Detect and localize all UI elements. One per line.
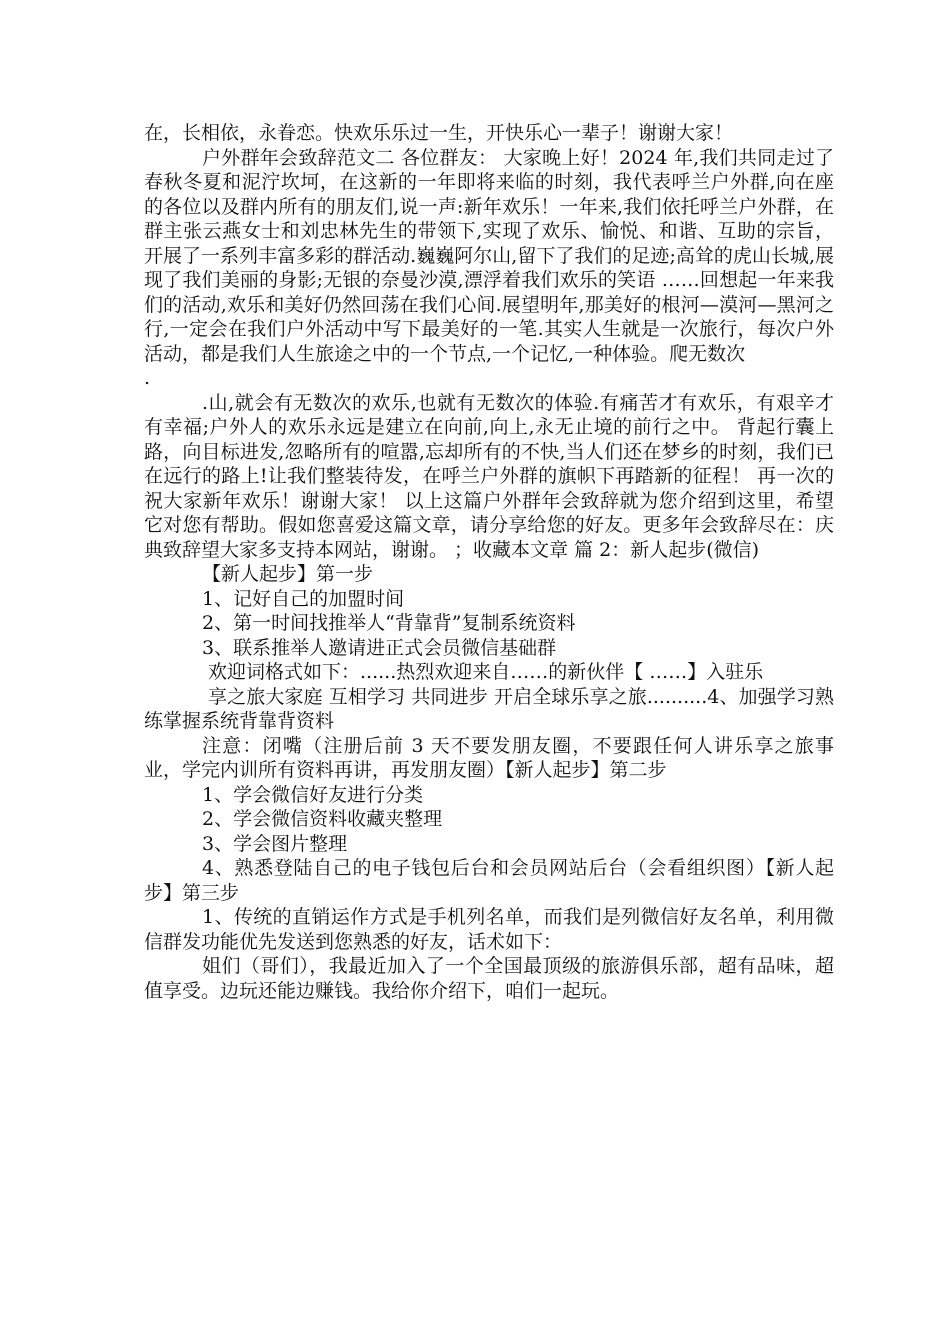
paragraph-script: 姐们（哥们），我最近加入了一个全国最顶级的旅游俱乐部，超有品味，超值享受。边玩还能边赚钱。我给你介绍下，咱们一起玩。	[144, 955, 834, 1002]
list-item: 1、记好自己的加盟时间	[202, 587, 405, 610]
list-item: 3、联系推举人邀请进正式会员微信基础群	[202, 636, 557, 659]
section-heading-step-one: 【新人起步】第一步	[202, 563, 374, 585]
paragraph-speech-two: 户外群年会致辞范文二 各位群友： 大家晚上好！2024 年,我们共同走过了春秋冬夏和泥泞坎坷，在这新的一年即将来临的时刻，我代表呼兰户外群,向在座的各位以及群内所有的朋友们,说一声:新年欢乐！一年来,我们依托呼兰户外群，在群主张云燕女士和刘忠林先生的带领下,实现了欢乐、愉悦、和谐、互助的宗旨，开展了一系列丰富多彩的群活动.巍巍阿尔山,留下了我们的足迹;高耸的虎山长城,展现了我们美丽的身影;无银的奈曼沙漠,漂浮着我们欢乐的笑语 ……回想起一年来我们的活动,欢乐和美好仍然回荡在我们心间.展望明年,那美好的根河—漠河—黑河之行,一定会在我们户外活动中写下最美好的一笔.其实人生就是一次旅行，每次户外活动，都是我们人生旅途之中的一个节点,一个记忆,一种体验。爬无数次	[144, 146, 834, 365]
list-item: 1、学会微信好友进行分类	[202, 783, 424, 806]
paragraph-speech-continued: .山,就会有无数次的欢乐,也就有无数次的体验.有痛苦才有欢乐，有艰辛才有幸福;户外人的欢乐永远是建立在向前,向上,永无止境的前行之中。 背起行囊上路，向目标进发,忽略所有的喧嚣,忘却所有的不快,当人们还在梦乡的时刻，我们已在远行的路上!让我们整装待发，在呼兰户外群的旗帜下再踏新的征程！ 再一次的祝大家新年欢乐！谢谢大家！ 以上这篇户外群年会致辞就为您介绍到这里，希望它对您有帮助。假如您喜爱这篇文章，请分享给您的好友。更多年会致辞尽在：庆典致辞望大家多支持本网站，谢谢。 ；收藏本文章 篇 2：新人起步(微信)	[144, 391, 834, 561]
list-item: 3、学会图片整理	[202, 832, 348, 855]
list-item: 2、学会微信资料收藏夹整理	[202, 808, 443, 830]
paragraph-notice: 注意：闭嘴（注册后前 3 天不要发朋友圈，不要跟任何人讲乐享之旅事业，学完内训所有资料再讲，再发朋友圈）【新人起步】第二步	[144, 734, 834, 781]
list-item: 1、传统的直销运作方式是手机列名单，而我们是列微信好友名单，利用微信群发功能优先发送到您熟悉的好友，话术如下：	[144, 906, 834, 953]
document-body	[144, 121, 834, 1003]
list-item: 2、第一时间找推举人“背靠背”复制系统资料	[202, 612, 576, 634]
paragraph-welcome-format: 欢迎词格式如下：......热烈欢迎来自……的新伙伴【 ……】入驻乐	[208, 661, 764, 683]
paragraph-welcome-format-continued: 享之旅大家庭 互相学习 共同进步 开启全球乐享之旅..........4、加强学习熟练掌握系统背靠背资料	[144, 685, 834, 732]
paragraph-dot: .	[144, 367, 151, 389]
paragraph-closing-line: 在，长相依，永眷恋。快欢乐乐过一生，开快乐心一辈子！谢谢大家！	[144, 122, 734, 144]
list-item: 4、熟悉登陆自己的电子钱包后台和会员网站后台（会看组织图）【新人起步】第三步	[144, 857, 834, 904]
